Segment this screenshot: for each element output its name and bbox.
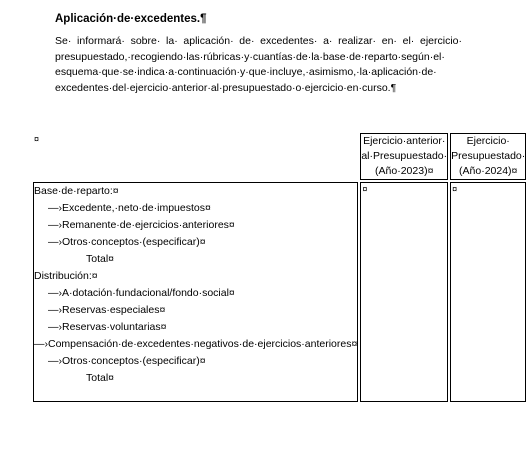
header-text-line: Presupuestado· [451,150,526,162]
row-reservas-especiales: —›Reservas·especiales¤ [48,304,166,316]
header-previous-year [360,133,448,180]
section-heading: Aplicación·de·excedentes.¶ [55,13,207,25]
row-excedente: —›Excedente,·neto·de·impuestos¤ [48,202,211,214]
corner-cell-mark: ¤ [34,134,40,144]
paragraph-line: Se· informará· sobre· la· aplicación· de· excedentes· a· realizar· en· el· ejercicio· [55,35,462,47]
row-otros-base: —›Otros·conceptos·(especificar)¤ [48,236,206,248]
row-base-label: Base·de·reparto:¤ [34,185,119,197]
row-total-distribucion: Total¤ [86,372,115,384]
table-body-row [33,182,526,402]
row-dotacion: —›A·dotación·fundacional/fondo·social¤ [48,287,235,299]
row-total-base: Total¤ [86,253,115,265]
row-distribucion-label: Distribución:¤ [34,270,98,282]
section-paragraph [55,34,462,96]
header-text-line: al·Presupuestado· [361,150,448,162]
row-compensacion: —›Compensación·de·excedentes·negativos·de·ejercicios·anteriores¤ [34,338,358,350]
cell-mark: ¤ [362,184,368,194]
distribution-table [31,131,528,404]
paragraph-line: presupuestado,·recogiendo·las·rúbricas·y·cuantías·de·la·base·de·reparto·según·el· [55,50,445,63]
header-text-line: Ejercicio·anterior· [363,135,446,147]
concepts-cell [33,182,358,402]
table-header-row [33,133,526,180]
header-text-line: (Año·2024)¤ [459,165,518,177]
row-remanente: —›Remanente·de·ejercicios·anteriores¤ [48,219,235,231]
header-budget-year [450,133,526,180]
row-reservas-voluntarias: —›Reservas·voluntarias¤ [48,321,167,333]
row-otros-distribucion: —›Otros·conceptos·(especificar)¤ [48,355,206,367]
value-cell-budget-year[interactable] [450,182,526,402]
cell-mark: ¤ [452,184,458,194]
value-cell-previous-year[interactable] [360,182,448,402]
header-text-line: (Año·2023)¤ [375,165,434,177]
header-text-line: Ejercicio· [466,135,510,147]
paragraph-line: excedentes·del·ejercicio·anterior·al·presupuestado·o·ejercicio·en·curso.¶ [55,81,397,94]
paragraph-line: esquema·que·se·indica·a·continuación·y·que·incluye,·asimismo,·la·aplicación·de· [55,66,437,78]
header-blank-cell [33,133,358,180]
